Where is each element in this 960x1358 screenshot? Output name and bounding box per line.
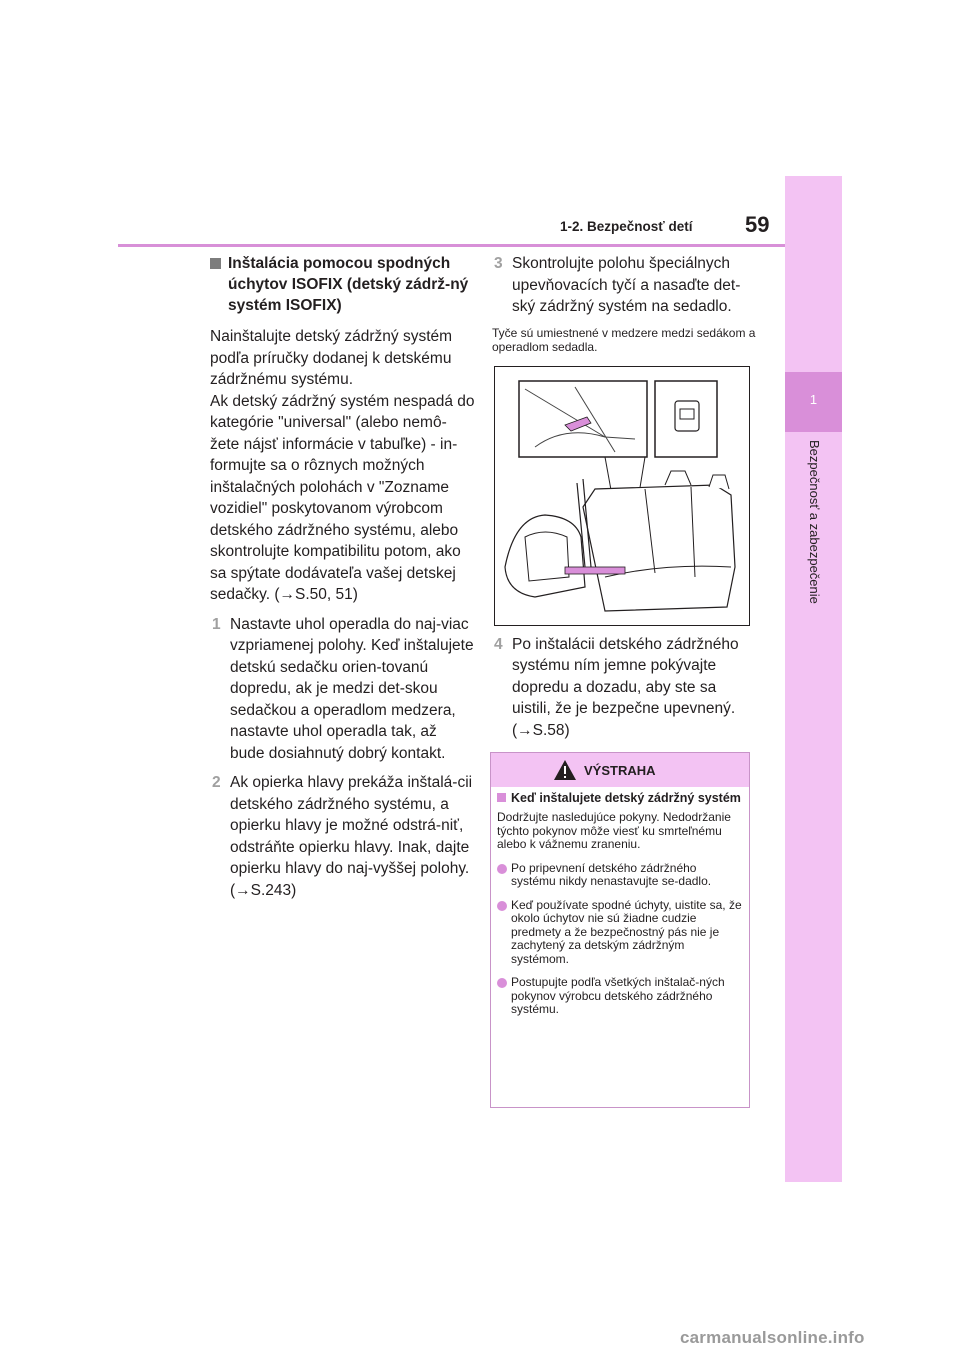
warning-bullet-text: Po pripevnení detského zádržného systému nikdy nenastavujte se-dadlo.: [511, 860, 712, 888]
warning-header: [491, 753, 749, 787]
step-4-text: Po inštalácii detského zádržného systému ním jemne pokývajte dopredu a dozadu, aby ste sa uistili, že je bezpečne upevnený. (→S.58): [512, 635, 739, 739]
warning-triangle-icon: [553, 759, 577, 781]
chapter-title: Bezpečnosť a zabezpečenie: [807, 440, 822, 604]
warning-heading-text: Keď inštalujete detský zádržný systém: [511, 791, 741, 805]
isofix-heading-text: Inštalácia pomocou spodných úchytov ISOFIX (detský zádrž-ný systém ISOFIX): [228, 255, 469, 314]
warning-bullet-text: Postupujte podľa všetkých inštalač-ných pokynov výrobcu detského zádržného systému.: [511, 975, 725, 1016]
warning-bullet: [497, 976, 743, 1017]
chapter-side-tab: [785, 176, 842, 1182]
warning-title: VÝSTRAHA: [584, 763, 656, 778]
child-seat: [505, 515, 585, 597]
warning-bullet: [497, 862, 743, 889]
step-1-number: 1: [212, 615, 221, 633]
step-4: [492, 634, 757, 742]
step-4-number: 4: [494, 635, 503, 653]
page-number: 59: [745, 212, 770, 237]
header-rule: [118, 244, 785, 247]
headrest: [665, 471, 691, 485]
step-2-text: Ak opierka hlavy prekáža inštalá-cii detského zádržného systému, a opierku hlavy je možné odstrá-niť, odstráňte opierku hlavy. Inak, dajte opierku hlavy do naj-vyššej polohy. (→S.243): [230, 774, 473, 899]
isofix-illustration: [494, 366, 750, 626]
section-title: 1-2. Bezpečnosť detí: [560, 219, 693, 234]
intro-paragraph-2: Ak detský zádržný systém nespadá do kategórie "universal" (alebo nemô-žete nájsť informácie v tabuľke) - in-formujte sa o rôznych možných inštalačných polohách v "Zozname vozidiel" poskytovanom výrobcom detského zádržného systému, alebo skontrolujte kompatibilitu potom, ako sa spýtate dodávateľa vašej detskej sedačky. (→S.50, 51): [210, 392, 475, 603]
step-1: [210, 614, 475, 765]
warning-bullet: [497, 899, 743, 967]
warning-bullet-text: Keď používate spodné úchyty, uistite sa, že okolo úchytov nie sú žiadne cudzie predmety a že bezpečnostný pás nie je zachytený za detským zádržným systémom.: [511, 897, 742, 966]
step-3-text: Skontrolujte polohu špeciálnych upevňovacích tyčí a nasaďte det-ský zádržný systém na sedadlo.: [512, 255, 741, 315]
step-1-text: Nastavte uhol operadla do naj-viac vzpriamenej polohy. Keď inštalujete detskú sedačku orien-tovanú dopredu, ak je medzi det-skou sedačkou a operadlom medzera, nastavte uhol operadla tak, až bude dosiahnutý dobrý kontakt.: [230, 615, 474, 762]
rear-seat: [583, 485, 735, 611]
square-bullet-icon: [210, 258, 221, 269]
right-column: [492, 253, 757, 741]
square-bullet-icon: [497, 793, 506, 802]
isofix-symbol-icon: [675, 401, 699, 431]
warning-body: [491, 787, 749, 1017]
intro-paragraph: Nainštalujte detský zádržný systém podľa príručky dodanej k detskému zádržnému systému.: [210, 328, 453, 388]
circle-bullet-icon: [497, 978, 507, 988]
seat-diagram-svg: [495, 367, 749, 625]
watermark: carmanualsonline.info: [680, 1328, 865, 1347]
warning-heading: [497, 791, 743, 805]
warning-intro: Dodržujte nasledujúce pokyny. Nedodržanie týchto pokynov môže viesť ku smrteľnému alebo k vážnemu zraneniu.: [497, 810, 731, 851]
chapter-number: 1: [809, 392, 818, 407]
step-2-number: 2: [212, 774, 221, 791]
left-column: [210, 253, 475, 901]
circle-bullet-icon: [497, 901, 507, 911]
step-2: [210, 772, 475, 901]
warning-box: [490, 752, 750, 1108]
isofix-heading: [210, 253, 475, 316]
isofix-anchor-bar: [565, 567, 625, 574]
step-3-number: 3: [494, 255, 503, 272]
circle-bullet-icon: [497, 864, 507, 874]
step-3: [492, 253, 757, 318]
anchor-note: Tyče sú umiestnené v medzere medzi sedákom a operadlom sedadla.: [492, 325, 756, 354]
